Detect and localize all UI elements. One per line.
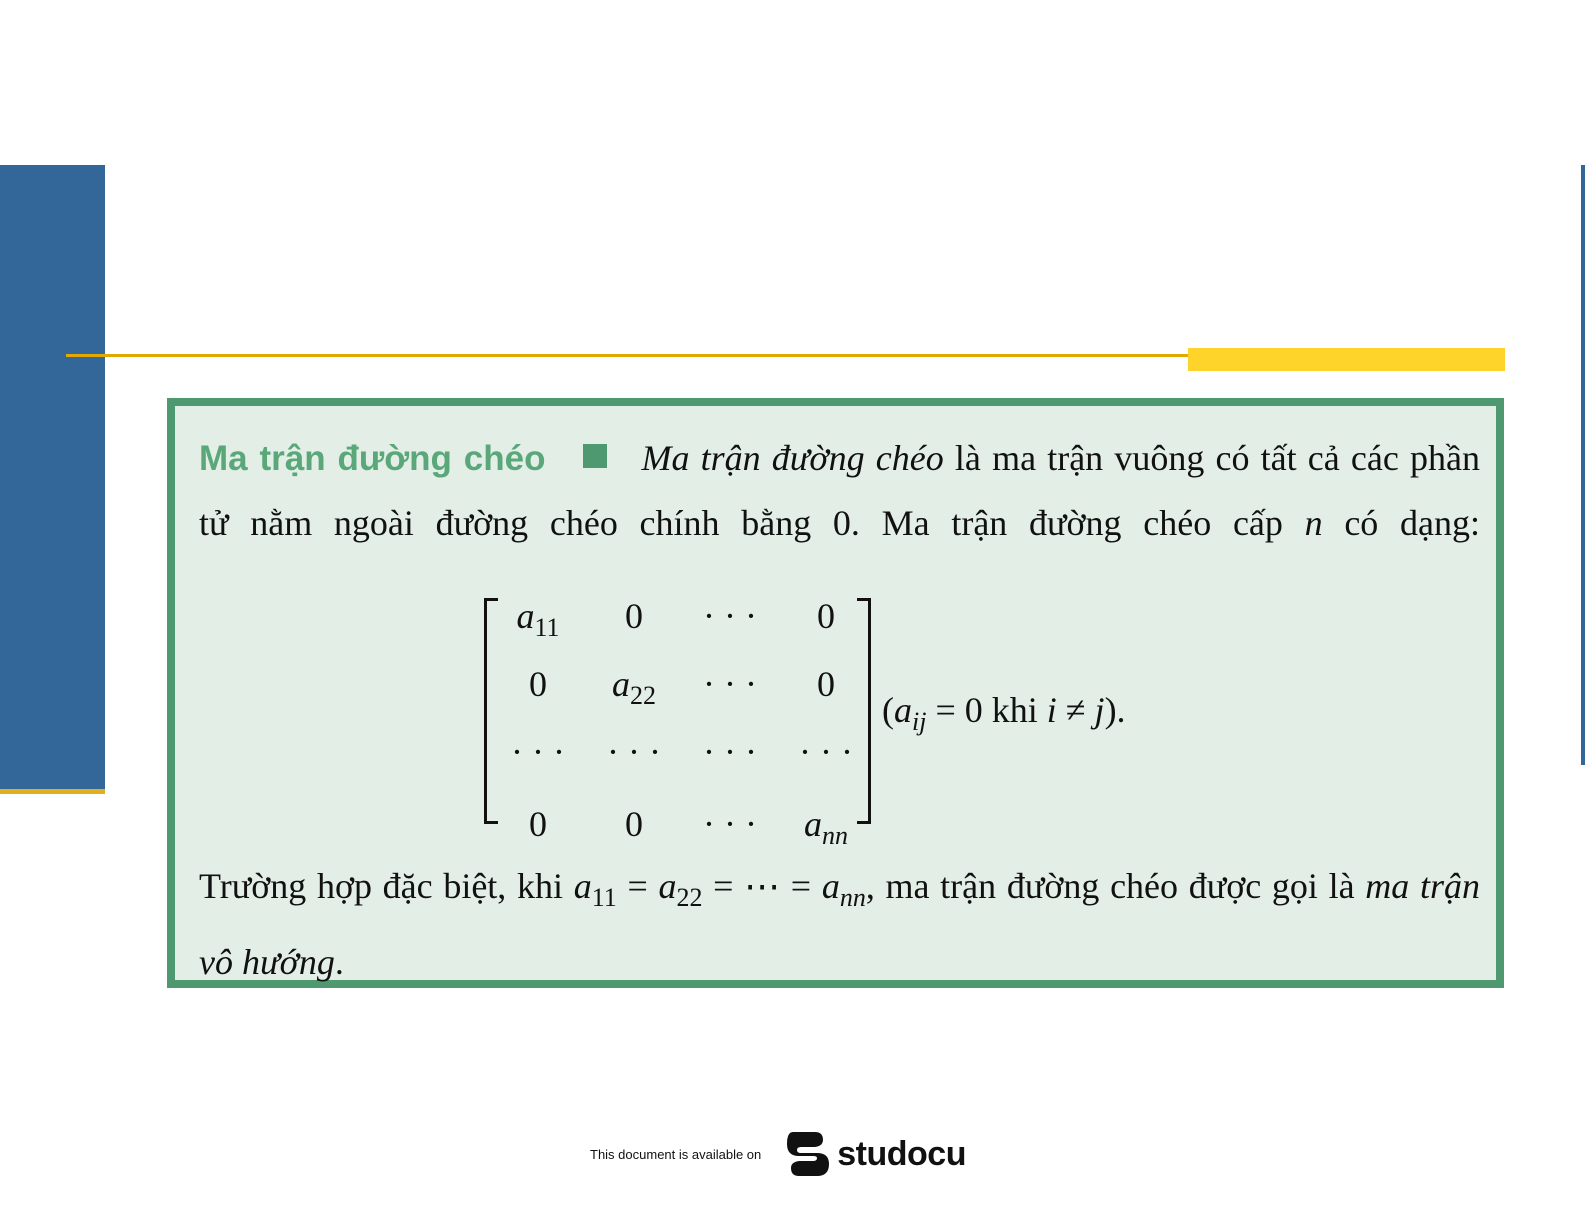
matrix-cell-2-2 (586, 664, 682, 716)
sub-ij: ij (912, 707, 927, 736)
eq-1: = (616, 866, 659, 906)
condition-neq: ≠ (1056, 690, 1095, 730)
definition-heading: Ma trận đường chéo (199, 439, 546, 478)
var-n: n (1304, 503, 1323, 543)
definition-text-a: là ma trận vuông có tất cả các phần tử nằm ngoài đường chéo chính bằng 0. Ma trận đường chéo cấp (199, 438, 1480, 543)
period: . (334, 942, 344, 982)
special-text-a: Trường hợp đặc biệt, khi (199, 866, 574, 906)
header-rule-block (1188, 348, 1505, 371)
matrix-entry-sub: 22 (630, 681, 656, 710)
var-a: a (894, 690, 912, 730)
matrix-entry-sub: nn (822, 821, 848, 850)
definition-paragraph (199, 426, 1480, 555)
var-a11: a (573, 866, 592, 906)
special-text-b: , ma trận đường chéo được gọi là (865, 866, 1366, 906)
matrix-cell-3-1: · · · (511, 732, 565, 772)
matrix-cell-1-2: 0 (625, 596, 643, 636)
right-bracket (857, 598, 871, 824)
scalar-matrix-term: ma trận vô hướng (199, 866, 1480, 982)
left-sidebar-bar (0, 165, 105, 790)
sub-22: 22 (676, 883, 703, 912)
matrix-cell-4-2: 0 (625, 804, 643, 844)
matrix-cell-3-2: · · · (607, 732, 661, 772)
studocu-logo[interactable] (785, 1130, 966, 1178)
right-edge-bar (1581, 165, 1585, 765)
definition-text-b: có dạng: (1322, 503, 1480, 543)
var-j: j (1094, 690, 1105, 730)
matrix-cell-1-4: 0 (817, 596, 835, 636)
paren-close: ). (1104, 690, 1126, 730)
matrix-entry-sub: 11 (534, 613, 560, 642)
condition-eq: = 0 khi (926, 690, 1047, 730)
defined-term: Ma trận đường chéo (641, 438, 944, 478)
studocu-wordmark: studocu (837, 1134, 966, 1173)
footer-banner[interactable] (590, 1128, 966, 1180)
sub-11: 11 (591, 883, 617, 912)
eq-2: = ⋯ = (702, 866, 822, 906)
matrix-cell-2-3: · · · (703, 664, 757, 704)
matrix-cell-1-1 (490, 596, 586, 648)
matrix-cell-4-3: · · · (703, 804, 757, 844)
paren-open: ( (882, 690, 894, 730)
studocu-logo-icon (785, 1130, 831, 1178)
square-bullet-icon (583, 444, 607, 468)
left-bar-accent (0, 789, 105, 794)
var-ann: a (821, 866, 840, 906)
definition-box (167, 398, 1504, 988)
matrix-cell-1-3: · · · (703, 596, 757, 636)
matrix-entry-base: a (516, 596, 535, 636)
var-a22: a (658, 866, 677, 906)
matrix-cell-3-4: · · · (799, 732, 853, 772)
matrix-entry-base: a (612, 664, 630, 704)
footer-text: This document is available on (590, 1146, 762, 1162)
diagonal-matrix (480, 586, 1240, 850)
matrix-cell-2-1: 0 (529, 664, 547, 704)
special-case-paragraph (199, 854, 1480, 994)
matrix-entry-base: a (804, 804, 822, 844)
var-i: i (1046, 690, 1057, 730)
matrix-cell-3-3: · · · (703, 732, 757, 772)
matrix-cell-4-1: 0 (529, 804, 547, 844)
matrix-cell-2-4: 0 (817, 664, 835, 704)
sub-nn: nn (839, 883, 866, 912)
matrix-condition (882, 690, 1126, 742)
